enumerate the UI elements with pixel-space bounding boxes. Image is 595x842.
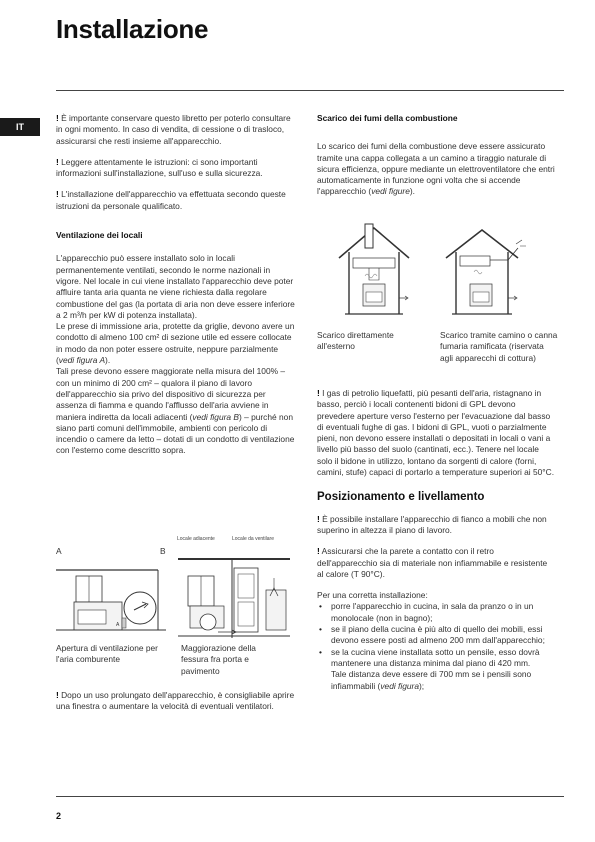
right-column-bottom	[317, 388, 555, 692]
page-title: Installazione	[56, 14, 209, 44]
gpl-paragraph: ! I gas di petrolio liquefatti, più pesanti dell'aria, ristagnano in basso, perciò i locali contenenti bidoni di GPL devono prevedere aperture verso l'esterno per l'evacuazione dal basso di eventuali fughe di gas. I bidoni di GPL, vuoti o parzialmente pieni, non devono essere installati o depositati in locali o vani a livello più basso del suolo (cantinati, ecc.). Tenere nel locale solo il bidone in utilizzo, lontano da sorgenti di calore (forni, camini, stufe) capaci di portarlo a temperature superiori ai 50°C.	[317, 388, 555, 478]
left-column	[56, 113, 296, 467]
warning-icon: !	[56, 156, 59, 167]
house-direct-exhaust-illustration	[335, 222, 413, 318]
warning-icon: !	[317, 388, 320, 398]
list-item: • se la cucina viene installata sotto un pensile, esso dovrà mantenere una distanza minima dal piano di 420 mm. Tale distanza deve essere di 700 mm se i pensili sono infiammabili (vedi figura);	[331, 647, 555, 692]
figure-b-label: B	[160, 546, 166, 556]
ventilation-paragraph-2: Le prese di immissione aria, protette da griglie, devono avere un condotto di almeno 100 cm² di sezione utile ed essere collocate in modo da non poter essere ostruite, neppure parzialmente (vedi figura A).	[56, 321, 295, 366]
ventilation-figure-b	[178, 548, 290, 640]
positioning-heading: Posizionamento e livellamento	[317, 491, 485, 504]
page-number: 2	[56, 811, 62, 821]
language-tab: IT	[0, 118, 40, 136]
room-to-ventilate-tag: Locale da ventilare	[232, 536, 274, 542]
positioning-paragraph-1: ! È possibile installare l'apparecchio di fianco a mobili che non superino in altezza il piano di lavoro.	[317, 513, 547, 535]
warning-icon: !	[56, 690, 59, 700]
list-item: • porre l'apparecchio in cucina, in sala da pranzo o in un monolocale (non in bagno);	[331, 601, 555, 624]
title-rule	[56, 90, 564, 91]
warning-icon: !	[56, 113, 59, 123]
caption-direct-exhaust: Scarico direttamente all'esterno	[317, 330, 394, 352]
ventilation-paragraph-3: Tali prese devono essere maggiorate nella misura del 100% – con un minimo di 200 cm² – qualora il piano di lavoro dell'apparecchio sia privo del dispositivo di sicurezza per assenza di fiamma e quando l'afflusso dell'aria avviene in maniera indiretta da locali adiacenti (vedi figura B) – purché non siano parti comuni dell'immobile, ambienti con pericolo di incendio o camere da letto – dotati di un condotto di ventilazione con l'esterno come descritto sopra.	[56, 366, 295, 456]
house-chimney-exhaust-illustration	[442, 226, 528, 318]
right-column-top	[317, 113, 555, 208]
ventilation-heading: Ventilazione dei locali	[56, 230, 143, 241]
fumes-paragraph: Lo scarico dei fumi della combustione deve essere assicurato tramite una cappa collegata a un camino a tiraggio naturale di sicura efficienza, oppure mediante un elettroventilatore che entri automaticamente in funzione ogni volta che si accende l'apparecchio (vedi figure).	[317, 141, 555, 197]
footer-rule	[56, 796, 564, 797]
warning-icon: !	[317, 546, 320, 557]
fumes-heading: Scarico dei fumi della combustione	[317, 113, 458, 123]
positioning-paragraph-2: ! Assicurarsi che la parete a contatto con il retro dell'apparecchio sia di materiale non infiammabile e resistente al calore (T 90°C).	[317, 546, 548, 579]
figure-a-label: A	[56, 546, 62, 556]
warning-icon: !	[56, 189, 59, 200]
caption-chimney-exhaust: Scarico tramite camino o canna fumaria ramificata (riservata agli apparecchi di cottura)	[440, 330, 558, 363]
intro-paragraph-3: ! L'installazione dell'apparecchio va effettuata secondo queste istruzioni da personale qualificato.	[56, 189, 286, 211]
after-use-note: ! Dopo un uso prolungato dell'apparecchio, è consigliabile aprire una finestra o aumentare la velocità di eventuali ventilatori.	[56, 690, 295, 712]
adjacent-room-tag: Locale adiacente	[177, 536, 215, 542]
positioning-intro: Per una corretta installazione:	[317, 590, 428, 601]
ventilation-figure-a	[56, 560, 166, 640]
intro-paragraph-2: ! Leggere attentamente le istruzioni: ci sono importanti informazioni sull'installazione, sull'uso e sulla sicurezza.	[56, 156, 263, 179]
caption-figure-a: Apertura di ventilazione per l'aria comburente	[56, 643, 158, 665]
installation-list	[317, 601, 555, 691]
ventilation-paragraph-1: L'apparecchio può essere installato solo in locali permanentemente ventilati, secondo le norme nazionali in vigore. Nel locale in cui viene installato l'apparecchio deve poter affluire tanta aria quanta ne viene richiesta dalla regolare combustione del gas (la portata di aria non deve essere inferiore a 2 m³/h per kW di potenza installata).	[56, 253, 295, 320]
figure-a-inner-label: A	[116, 622, 120, 628]
list-item: • se il piano della cucina è più alto di quello dei mobili, essi devono essere posti ad almeno 200 mm dall'apparecchio;	[331, 624, 555, 647]
intro-paragraph-1: ! È importante conservare questo libretto per poterlo consultare in ogni momento. In caso di vendita, di cessione o di trasloco, assicurarsi che resti insieme all'apparecchio.	[56, 113, 291, 146]
caption-figure-b: Maggiorazione della fessura fra porta e pavimento	[181, 643, 256, 676]
warning-icon: !	[317, 513, 320, 524]
